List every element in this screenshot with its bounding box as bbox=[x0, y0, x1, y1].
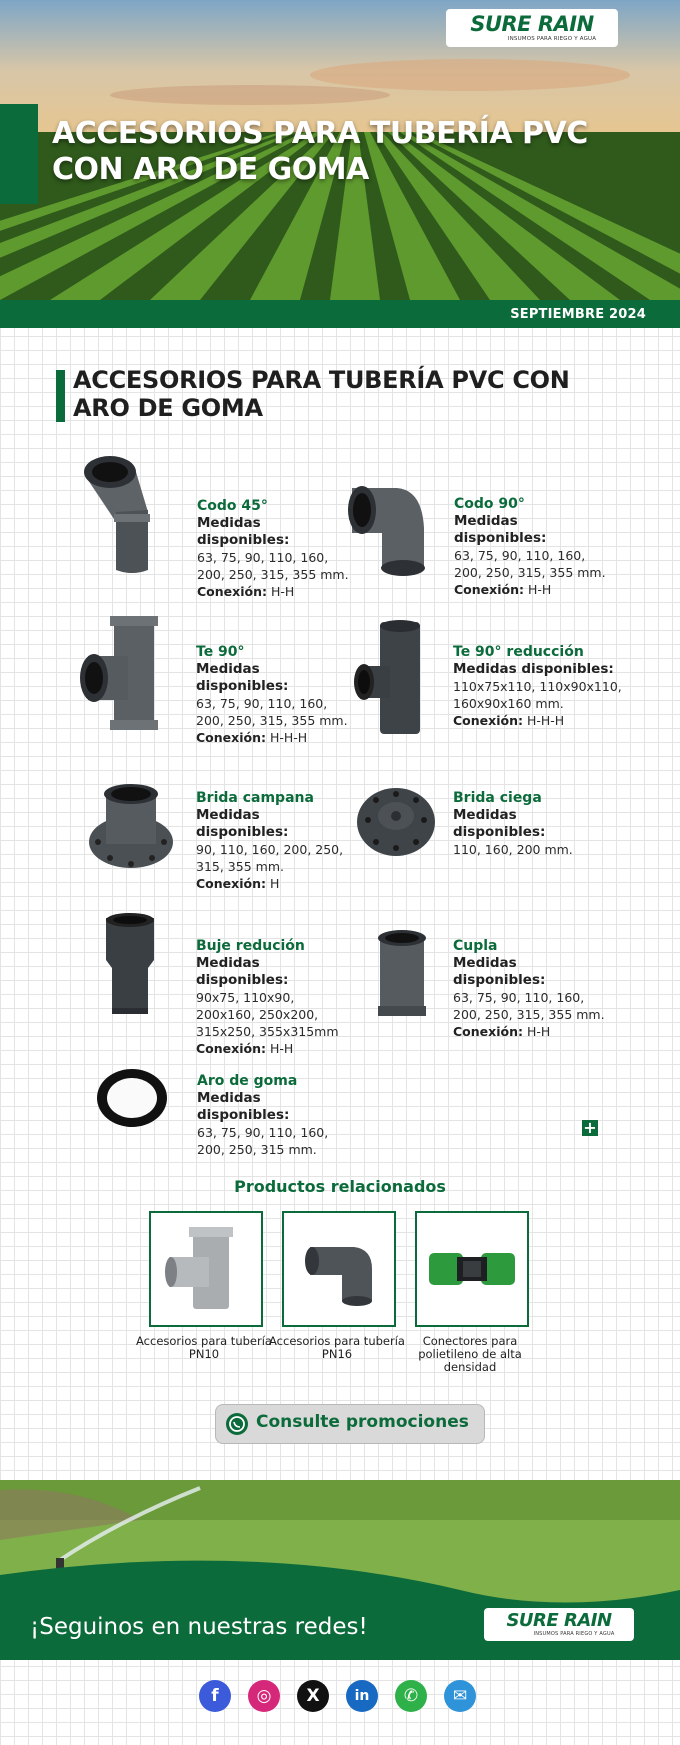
connection-label: Conexión: bbox=[453, 713, 523, 728]
hero-accent-bar bbox=[0, 104, 38, 204]
sizes-label: Medidas disponibles: bbox=[196, 955, 289, 988]
date-bar bbox=[0, 300, 680, 328]
connection-value: H bbox=[269, 876, 280, 891]
hdpe-connector-image bbox=[417, 1213, 527, 1325]
follow-us-text: ¡Seguinos en nuestras redes! bbox=[30, 1614, 368, 1640]
connection bbox=[453, 712, 623, 729]
connection-label: Conexión: bbox=[197, 584, 267, 599]
product-name: Buje redución bbox=[196, 938, 305, 954]
product-aro-de-goma bbox=[197, 1073, 347, 1158]
sizes-label: Medidas disponibles: bbox=[453, 807, 546, 840]
related-caption-pn16[interactable]: Accesorios para tubería PN16 bbox=[269, 1334, 405, 1361]
hero-title: ACCESORIOS PARA TUBERÍA PVC CON ARO DE GOMA bbox=[52, 116, 588, 187]
connection-label: Conexión: bbox=[196, 1041, 266, 1056]
connection-value: H-H bbox=[270, 584, 295, 599]
connection-label: Conexión: bbox=[196, 730, 266, 745]
social-links bbox=[0, 1680, 680, 1720]
product-name: Aro de goma bbox=[197, 1073, 298, 1089]
product-te-90-reduccion bbox=[453, 644, 623, 729]
product-codo-45 bbox=[197, 498, 357, 600]
connection-value: H-H bbox=[526, 1024, 551, 1039]
buje-reducion-image bbox=[102, 912, 158, 1020]
connection-value: H-H-H bbox=[269, 730, 308, 745]
related-caption-polietileno[interactable]: Conectores para polietileno de alta densidad bbox=[418, 1334, 522, 1374]
footer-brand-logo[interactable] bbox=[484, 1608, 634, 1641]
connection bbox=[196, 1040, 356, 1057]
linkedin-icon[interactable]: in bbox=[346, 1680, 378, 1712]
instagram-icon[interactable]: ◎ bbox=[248, 1680, 280, 1712]
brand-tagline: INSUMOS PARA RIEGO Y AGUA bbox=[507, 36, 597, 42]
product-name: Codo 90° bbox=[454, 496, 525, 512]
more-products-button[interactable]: + bbox=[583, 1118, 597, 1137]
tee-fitting-image bbox=[151, 1213, 261, 1325]
sizes-value: 110x75x110, 110x90x110, 160x90x160 mm. bbox=[453, 679, 622, 711]
connection bbox=[453, 1023, 613, 1040]
product-codo-90 bbox=[454, 496, 614, 598]
sizes-value: 63, 75, 90, 110, 160, 200, 250, 315, 355 mm. bbox=[454, 548, 606, 580]
sizes-value: 110, 160, 200 mm. bbox=[453, 842, 573, 857]
elbow-fitting-image bbox=[284, 1213, 394, 1325]
product-brida-campana bbox=[196, 790, 346, 892]
product-name: Brida ciega bbox=[453, 790, 542, 806]
sizes-label: Medidas disponibles: bbox=[196, 661, 289, 694]
product-te-90 bbox=[196, 644, 356, 746]
section-title: ACCESORIOS PARA TUBERÍA PVC CON ARO DE GOMA bbox=[73, 366, 570, 422]
sizes-label: Medidas disponibles: bbox=[196, 807, 289, 840]
product-brida-ciega bbox=[453, 790, 613, 858]
te-90-reduccion-image bbox=[352, 618, 434, 738]
product-name: Te 90° bbox=[196, 644, 245, 660]
whatsapp-icon[interactable]: ✆ bbox=[395, 1680, 427, 1712]
connection-label: Conexión: bbox=[453, 1024, 523, 1039]
sizes-label: Medidas disponibles: bbox=[454, 513, 547, 546]
connection-value: H-H bbox=[269, 1041, 294, 1056]
cupla-image bbox=[374, 928, 430, 1020]
promo-label: Consulte promociones bbox=[256, 1412, 469, 1432]
connection-label: Conexión: bbox=[454, 582, 524, 597]
product-name: Cupla bbox=[453, 938, 498, 954]
product-name: Brida campana bbox=[196, 790, 314, 806]
connection-value: H-H bbox=[527, 582, 552, 597]
sizes-value: 63, 75, 90, 110, 160, 200, 250, 315, 355 mm. bbox=[197, 550, 349, 582]
connection bbox=[196, 875, 346, 892]
issue-date: SEPTIEMBRE 2024 bbox=[510, 307, 646, 322]
related-item-pn16[interactable] bbox=[282, 1211, 396, 1327]
aro-de-goma-image bbox=[94, 1066, 170, 1130]
sizes-label: Medidas disponibles: bbox=[197, 1090, 290, 1123]
sizes-label: Medidas disponibles: bbox=[453, 955, 546, 988]
connection bbox=[197, 583, 357, 600]
related-title: Productos relacionados bbox=[234, 1177, 446, 1196]
brand-tagline: INSUMOS PARA RIEGO Y AGUA bbox=[533, 1631, 615, 1637]
product-cupla bbox=[453, 938, 613, 1040]
product-buje-reducion bbox=[196, 938, 356, 1057]
sizes-value: 63, 75, 90, 110, 160, 200, 250, 315, 355 mm. bbox=[453, 990, 605, 1022]
sizes-value: 63, 75, 90, 110, 160, 200, 250, 315 mm. bbox=[197, 1125, 329, 1157]
connection bbox=[196, 729, 356, 746]
related-item-pn10[interactable] bbox=[149, 1211, 263, 1327]
product-name: Codo 45° bbox=[197, 498, 268, 514]
brida-ciega-image bbox=[356, 786, 436, 858]
te-90-image bbox=[78, 612, 170, 734]
related-item-polietileno[interactable] bbox=[415, 1211, 529, 1327]
sizes-value: 90, 110, 160, 200, 250, 315, 355 mm. bbox=[196, 842, 344, 874]
whatsapp-icon bbox=[226, 1413, 248, 1435]
brand-name: SURE RAIN bbox=[506, 1610, 612, 1631]
product-name: Te 90° reducción bbox=[453, 644, 584, 660]
x-icon[interactable]: X bbox=[297, 1680, 329, 1712]
brand-name: SURE RAIN bbox=[470, 12, 594, 36]
email-icon[interactable]: ✉ bbox=[444, 1680, 476, 1712]
promo-button[interactable] bbox=[215, 1404, 485, 1444]
brida-campana-image bbox=[88, 782, 174, 874]
section-accent-bar bbox=[56, 370, 65, 422]
facebook-icon[interactable]: f bbox=[199, 1680, 231, 1712]
sizes-value: 63, 75, 90, 110, 160, 200, 250, 315, 355 mm. bbox=[196, 696, 348, 728]
sizes-label: Medidas disponibles: bbox=[453, 661, 614, 677]
connection bbox=[454, 581, 614, 598]
connection-label: Conexión: bbox=[196, 876, 266, 891]
codo-45-image bbox=[76, 452, 170, 577]
connection-value: H-H-H bbox=[526, 713, 565, 728]
related-caption-pn10[interactable]: Accesorios para tubería PN10 bbox=[136, 1334, 272, 1361]
brand-logo[interactable] bbox=[446, 9, 618, 47]
sizes-label: Medidas disponibles: bbox=[197, 515, 290, 548]
sizes-value: 90x75, 110x90, 200x160, 250x200, 315x250, 355x315mm bbox=[196, 990, 339, 1039]
